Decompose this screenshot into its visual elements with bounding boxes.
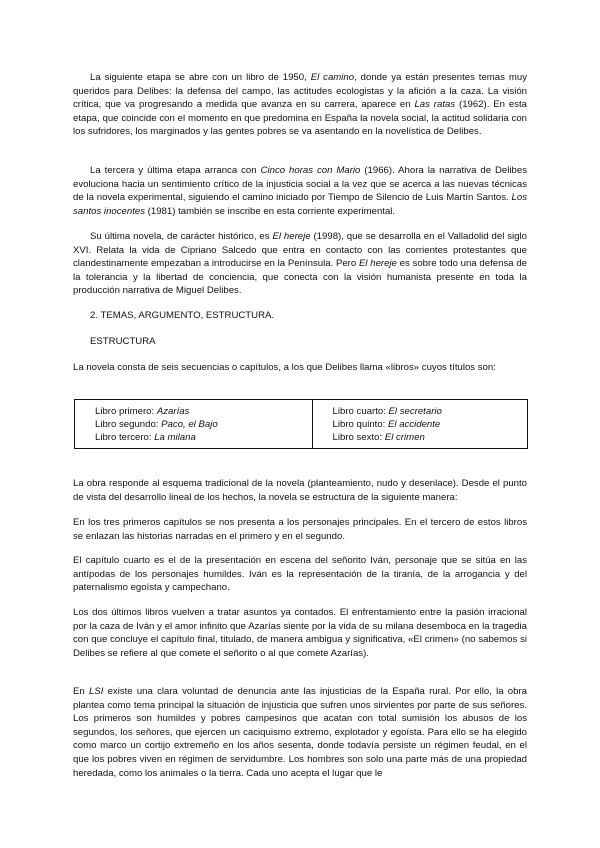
paragraph-scheme <box>73 477 527 504</box>
text-run: es sobre todo una defensa de la tolerancia y la libertad de conciencia, que conecta con la visión humanista presente en toda la producción narrativa de Miguel Delibes. <box>73 258 527 297</box>
text-run: En <box>73 686 89 697</box>
paragraph-last-novel <box>73 230 527 298</box>
text-run: (1981) también se inscribe en esta corriente experimental. <box>145 205 396 217</box>
italic-title: LSI <box>88 686 104 697</box>
book-entry: Libro cuarto: El secretario <box>332 406 442 417</box>
text-run: La siguiente etapa se abre con un libro de 1950, <box>90 72 311 83</box>
section-heading: 2. TEMAS, ARGUMENTO, ESTRUCTURA. <box>90 310 275 321</box>
text-run: (1966). Ahora la narrativa de Delibes evoluciona hacia un sentimiento crítico de la injusticia social a la vez que se acerca a las nuevas técnicas de la novela experimental, siguiendo el camino iniciado por Tiempo de Silencio de Luis Martín Santos. <box>73 165 527 204</box>
text-run: (1998), que se desarrolla en el Valladolid del siglo XVI. Relata la vida de Cipriano Salcedo que entra en contacto con las corrientes protestantes que clandestinamente empezaban a introducirse en la Península. Pero <box>73 231 527 270</box>
paragraph-second-stage <box>73 71 527 139</box>
paragraph-third-stage <box>73 164 527 218</box>
book-entry: Libro primero: Azarías <box>95 406 190 417</box>
italic-title: Las ratas <box>414 99 456 111</box>
text-run: existe una clara voluntad de denuncia ante las injusticias de la España rural. Por ello, la obra plantea como tema principal la situación de injusticia que sufren unos sirvientes por parte de sus señores. Los primeros son humildes y pobres campesinos que acatan con total sumisión los abusos de los segundos, los señores, que ejercen un caciquismo extremo, explotador y egoísta. Para ello se ha elegido como marco un cortijo extremeño en los años sesenta, donde todavía persiste un régimen feudal, en el que los pobres viven en régimen de servidumbre. Los hombres son solo una parte más de una propiedad heredada, como los animales o la tierra. Cada uno acepta el lugar que le <box>73 686 527 779</box>
book-entry: Libro tercero: La milana <box>95 432 196 443</box>
text-run: , donde ya están presentes temas muy queridos para Delibes: la defensa del campo, las actitudes ecologistas y la afición a la caza. La visión crítica, que va progresando a medida que avanza en su carrera, aparece en <box>73 72 527 111</box>
paragraph-last-books <box>73 606 527 660</box>
italic-title: El camino <box>310 72 355 83</box>
italic-title: El hereje <box>272 231 311 242</box>
book-entry: Libro quinto: El accidente <box>332 419 441 430</box>
text-run: El capítulo cuarto es el de la presentación en escena del señorito Iván, personaje que se sitúa en las antípodas de los personajes humildes. Iván es la representación de la tiranía, de la arrogancia y del paternalismo egoísta y campechano. <box>73 555 527 594</box>
text-run: La obra responde al esquema tradicional de la novela (planteamiento, nudo y desenlace). Desde el punto de vista del desarrollo lineal de los hechos, la novela se estructura de la siguiente manera: <box>73 478 527 503</box>
books-table <box>74 399 528 449</box>
text-run: En los tres primeros capítulos se nos presenta a los personajes principales. En el tercero de estos libros se enlazan las historias narradas en el primero y en el segundo. <box>73 517 527 542</box>
text-run: La novela consta de seis secuencias o capítulos, a los que Delibes llama «libros» cuyos títulos son: <box>73 362 496 373</box>
paragraph-theme <box>73 685 527 780</box>
text-run: Los dos últimos libros vuelven a tratar asuntos ya contados. El enfrentamiento entre la pasión irracional por la caza de Iván y el amor infinito que Azarías siente por la vida de su milana desemboca en la tragedia con que concluye el capítulo final, titulado, de manera ambigua y significativa, «El crimen» (no sabemos si Delibes se refiere al que comete el señorito o al que comete Azarías). <box>73 607 527 659</box>
books-column-right <box>312 400 527 449</box>
book-entry: Libro sexto: El crimen <box>332 432 425 443</box>
paragraph-books-intro <box>73 361 527 375</box>
book-entry: Libro segundo: Paco, el Bajo <box>95 419 218 430</box>
structure-subheading: ESTRUCTURA <box>90 336 156 347</box>
text-run: (1962). En esta etapa, que coincide con el momento en que predomina en España la novela social, la actitud solidaria con los sufridores, los marginados y las gentes pobres se va asentando en la novelística de Delibes. <box>73 99 528 138</box>
text-run: Su última novela, de carácter histórico, es <box>90 231 273 242</box>
paragraph-fourth-chapter <box>73 554 527 595</box>
italic-title: Los santos inocentes <box>73 192 527 217</box>
italic-title: El hereje <box>358 258 397 270</box>
books-column-left <box>75 400 313 449</box>
italic-title: Cinco horas con Mario <box>260 165 361 176</box>
text-run: La tercera y última etapa arranca con <box>90 165 261 176</box>
paragraph-first-chapters <box>73 516 527 543</box>
